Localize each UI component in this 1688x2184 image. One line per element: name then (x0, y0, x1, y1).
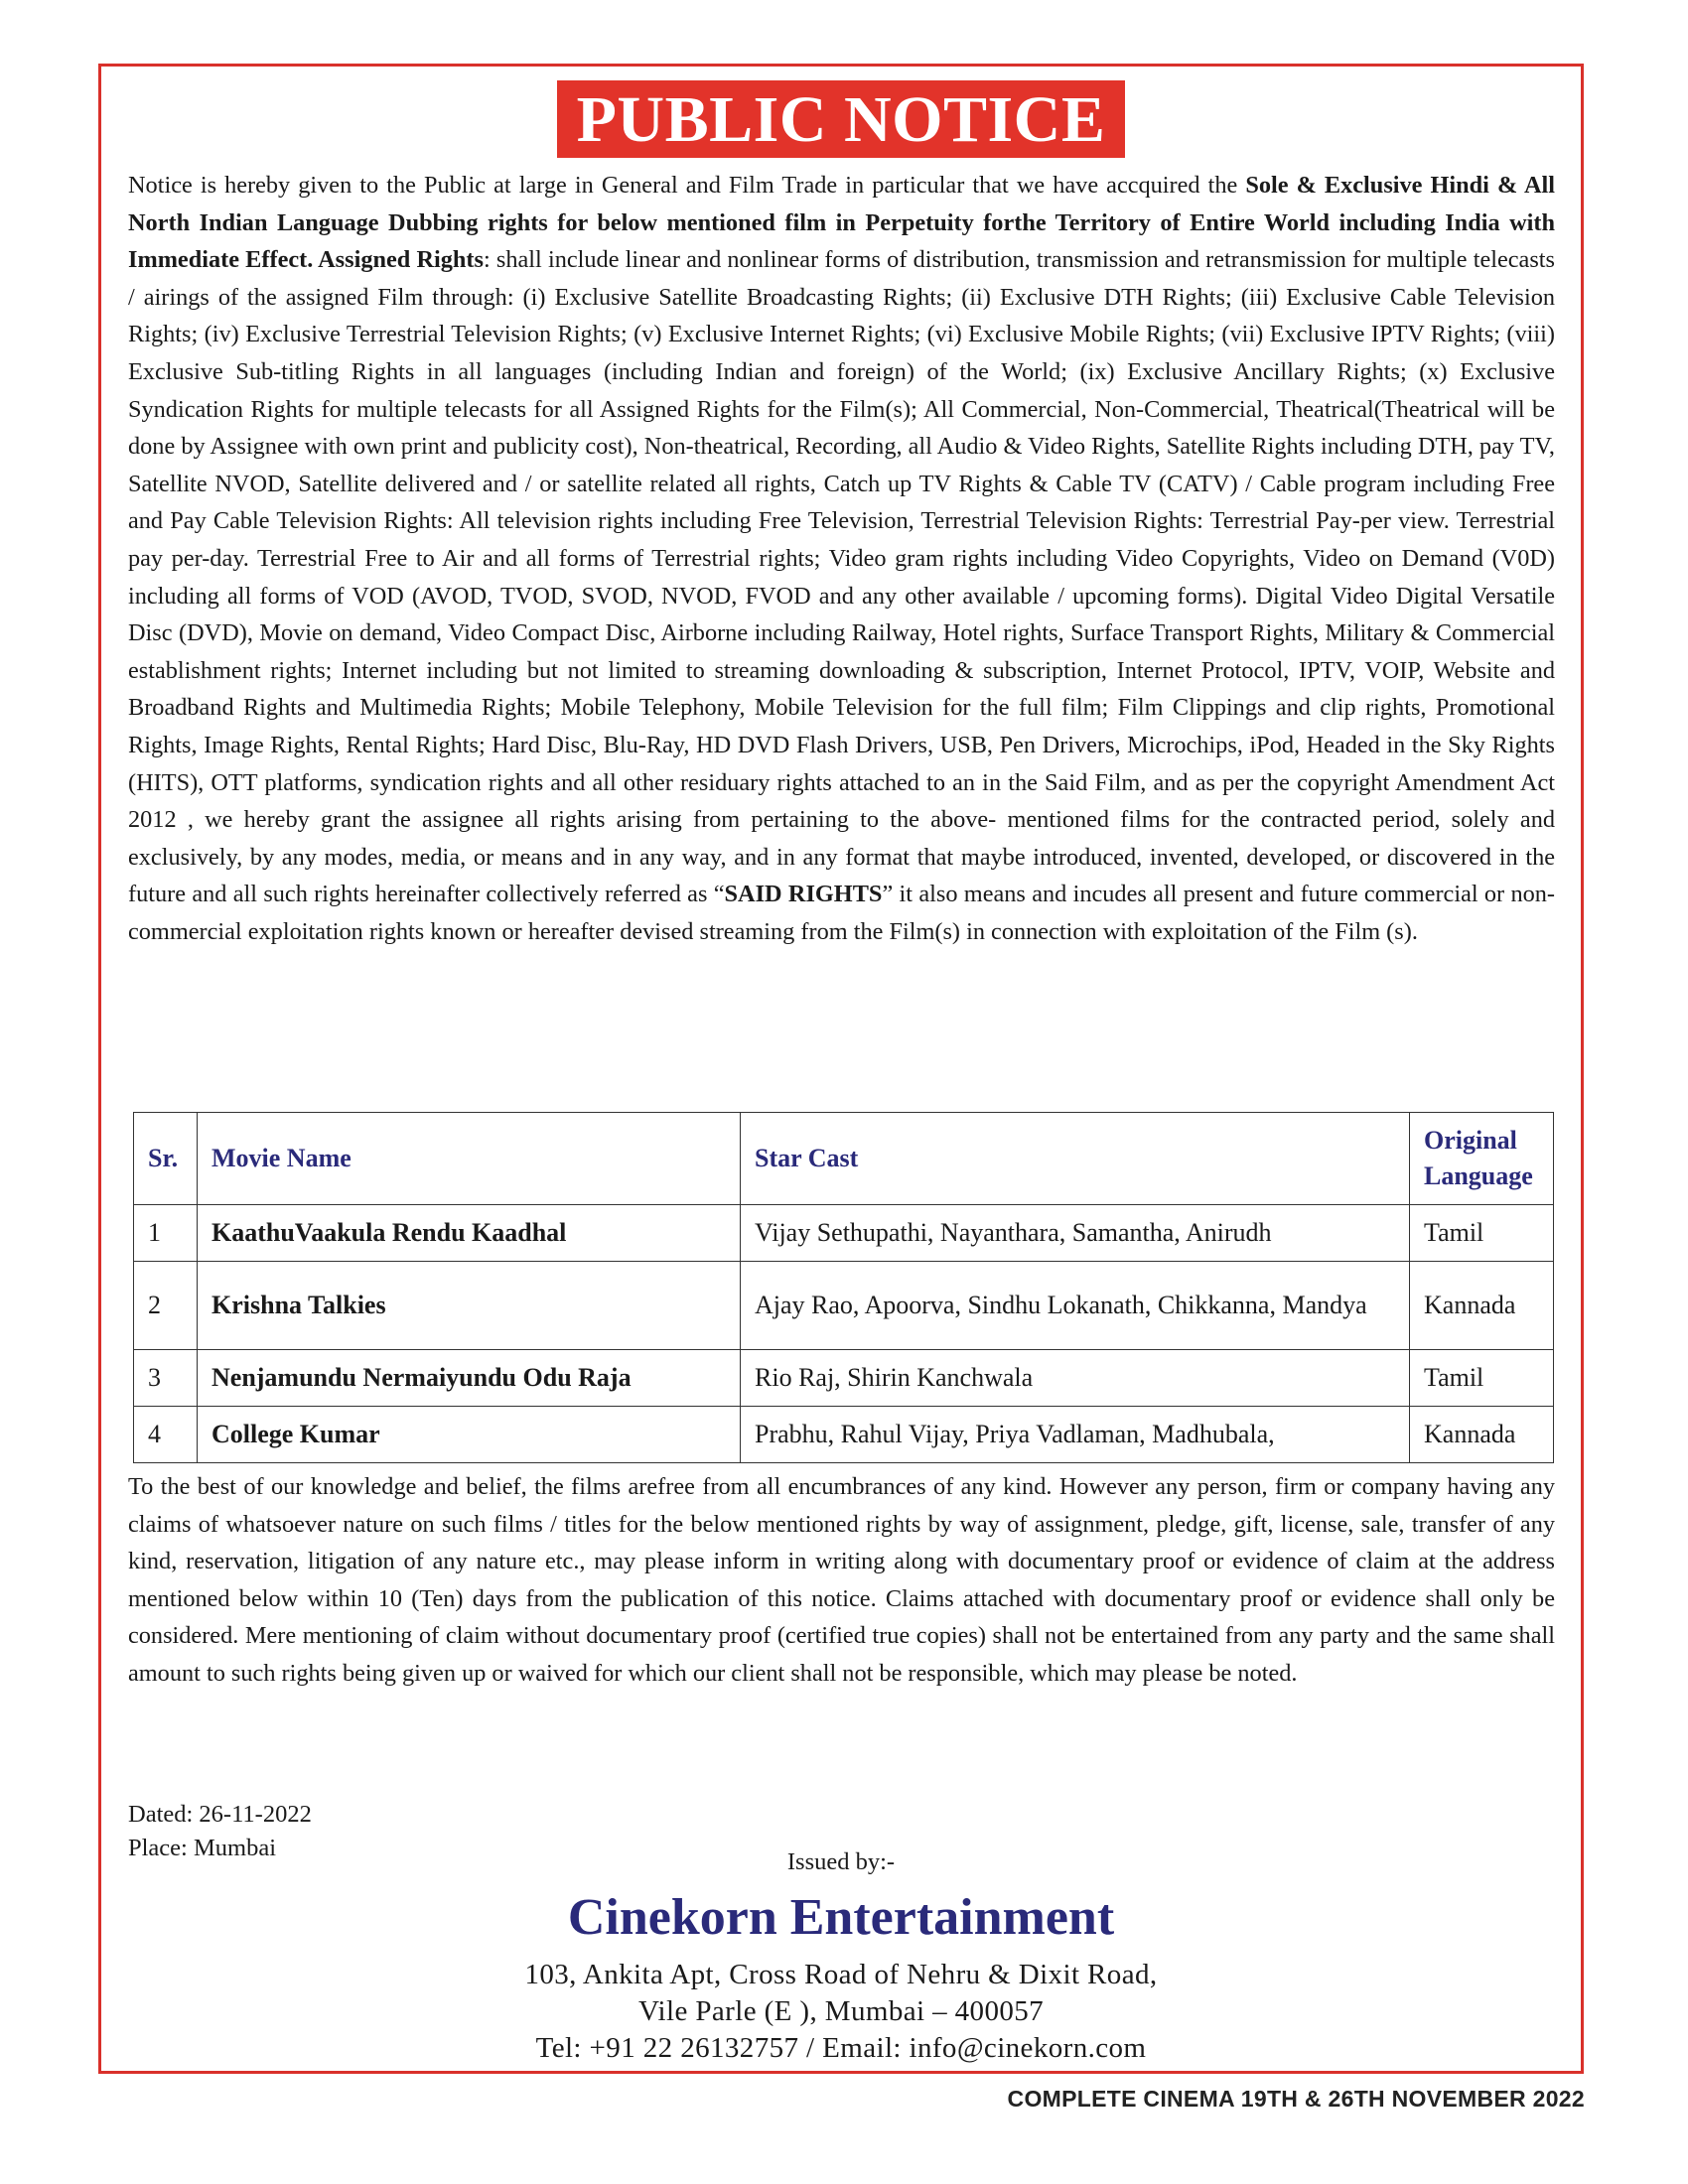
notice-title: PUBLIC NOTICE (557, 80, 1126, 158)
table-row (134, 1407, 1554, 1463)
row-movie-name: Krishna Talkies (198, 1262, 741, 1350)
notice-frame (98, 64, 1584, 2074)
row-sr: 2 (134, 1262, 198, 1350)
header-original-language: Original Language (1410, 1113, 1554, 1205)
row-movie-name: Nenjamundu Nermaiyundu Odu Raja (198, 1350, 741, 1407)
said-rights: SAID RIGHTS (724, 881, 883, 908)
row-language: Kannada (1410, 1407, 1554, 1463)
films-table (133, 1112, 1554, 1463)
title-wrap (101, 80, 1581, 158)
address-line-1: 103, Ankita Apt, Cross Road of Nehru & Dixit Road, (524, 1959, 1158, 1990)
intro-bold-rights: Sole & Exclusive Hindi & All North Indian Language Dubbing rights for below mentioned film in Perpetuity forthe Territory of Entire World including India with Immediate Effect. Assigned Rights (128, 172, 1555, 274)
row-sr: 3 (134, 1350, 198, 1407)
row-language: Tamil (1410, 1350, 1554, 1407)
table-header-row (134, 1113, 1554, 1205)
company-name: Cinekorn Entertainment (567, 1889, 1115, 1946)
table-row (134, 1262, 1554, 1350)
header-movie-name: Movie Name (198, 1113, 741, 1205)
issued-by: Issued by:- (786, 1848, 896, 1875)
row-star-cast: Rio Raj, Shirin Kanchwala (741, 1350, 1410, 1407)
table-row (134, 1205, 1554, 1262)
intro-paragraph (128, 167, 1555, 950)
header-sr: Sr. (134, 1113, 198, 1205)
address-block (101, 1957, 1581, 2067)
place-line: Place: Mumbai (128, 1835, 277, 1861)
row-movie-name: College Kumar (198, 1407, 741, 1463)
row-sr: 4 (134, 1407, 198, 1463)
row-language: Kannada (1410, 1262, 1554, 1350)
row-language: Tamil (1410, 1205, 1554, 1262)
address-line-2: Vile Parle (E ), Mumbai – 400057 (637, 1995, 1045, 2027)
intro-text-1: Notice is hereby given to the Public at large in General and Film Trade in particular that we have accquired the (128, 172, 1246, 199)
row-star-cast: Vijay Sethupathi, Nayanthara, Samantha, Anirudh (741, 1205, 1410, 1262)
row-movie-name: KaathuVaakula Rendu Kaadhal (198, 1205, 741, 1262)
table-row (134, 1350, 1554, 1407)
claims-paragraph: To the best of our knowledge and belief, the films arefree from all encumbrances of any kind. However any person, firm or company having any claims of whatsoever nature on such films / titles for the below mentioned rights by way of assignment, pledge, gift, license, sale, transfer of any kind, reservation, litigation of any nature etc., may please inform in writing along with documentary proof or evidence of claim at the address mentioned below within 10 (Ten) days from the publication of this notice. Claims attached with documentary proof or evidence shall only be considered. Mere mentioning of claim without documentary proof (certified true copies) shall not be entertained from any party and the same shall amount to such rights being given up or waived for which our client shall not be responsible, which may please be noted. (128, 1473, 1555, 1687)
intro-text-3: ” it also means and incudes all present and future commercial or non-commercial exploitation rights known or hereafter devised streaming from the Film(s) in connection with exploitation of the Film (s). (128, 881, 1556, 945)
row-sr: 1 (134, 1205, 198, 1262)
intro-text-2: : shall include linear and nonlinear forms of distribution, transmission and retransmission for multiple telecasts / airings of the assigned Film through: (i) Exclusive Satellite Broadcasting Rights; (ii) Exclusive DTH Rights; (iii) Exclusive Cable Television Rights; (iv) Exclusive Terrestrial Television Rights; (v) Exclusive Internet Rights; (vi) Exclusive Mobile Rights; (vii) Exclusive IPTV Rights; (viii) Exclusive Sub-titling Rights in all languages (including Indian and foreign) of the World; (ix) Exclusive Ancillary Rights; (x) Exclusive Syndication Rights for multiple telecasts for all Assigned Rights for the Film(s); All Commercial, Non-Commercial, Theatrical(Theatrical will be done by Assignee with own print and publicity cost), Non-theatrical, Recording, all Audio & Video Rights, Satellite Rights including DTH, pay TV, Satellite NVOD, Satellite delivered and / or satellite related all rights, Catch up TV Rights & Cable TV (CATV) / Cable program including Free and Pay Cable Television Rights: All television rights including Free Television, Terrestrial Television Rights: Terrestrial Pay-per view. Terrestrial pay per-day. Terrestrial Free to Air and all forms of Terrestrial rights; Video gram rights including Video Copyrights, Video on Demand (V0D) including all forms of VOD (AVOD, TVOD, SVOD, NVOD, FVOD and any other available / upcoming forms). Digital Video Digital Versatile Disc (DVD), Movie on demand, Video Compact Disc, Airborne including Railway, Hotel rights, Surface Transport Rights, Military & Commercial establishment rights; Internet including but not limited to streaming downloading & subscription, Internet Protocol, IPTV, VOIP, Website and Broadband Rights and Multimedia Rights; Mobile Telephony, Mobile Television for the full film; Film Clippings and clip rights, Promotional Rights, Image Rights, Rental Rights; Hard Disc, Blu-Ray, HD DVD Flash Drivers, USB, Pen Drivers, Microchips, iPod, Headed in the Sky Rights (HITS), OTT platforms, syndication rights and all other residuary rights attached to an in the Said Film, and as per the copyright Amendment Act 2012 , we hereby grant the assignee all rights arising from pertaining to the above- mentioned films for the contracted period, solely and exclusively, by any modes, media, or means and in any way, and in any format that maybe introduced, invented, developed, or discovered in the future and all such rights hereinafter collectively referred as “ (128, 246, 1555, 908)
row-star-cast: Prabhu, Rahul Vijay, Priya Vadlaman, Madhubala, (741, 1407, 1410, 1463)
row-star-cast: Ajay Rao, Apoorva, Sindhu Lokanath, Chikkanna, Mandya (741, 1262, 1410, 1350)
header-star-cast: Star Cast (741, 1113, 1410, 1205)
publication-footer: COMPLETE CINEMA 19TH & 26TH NOVEMBER 2022 (1007, 2086, 1585, 2112)
contact-line: Tel: +91 22 26132757 / Email: info@cinekorn.com (535, 2032, 1147, 2064)
dated-line: Dated: 26-11-2022 (128, 1801, 312, 1828)
